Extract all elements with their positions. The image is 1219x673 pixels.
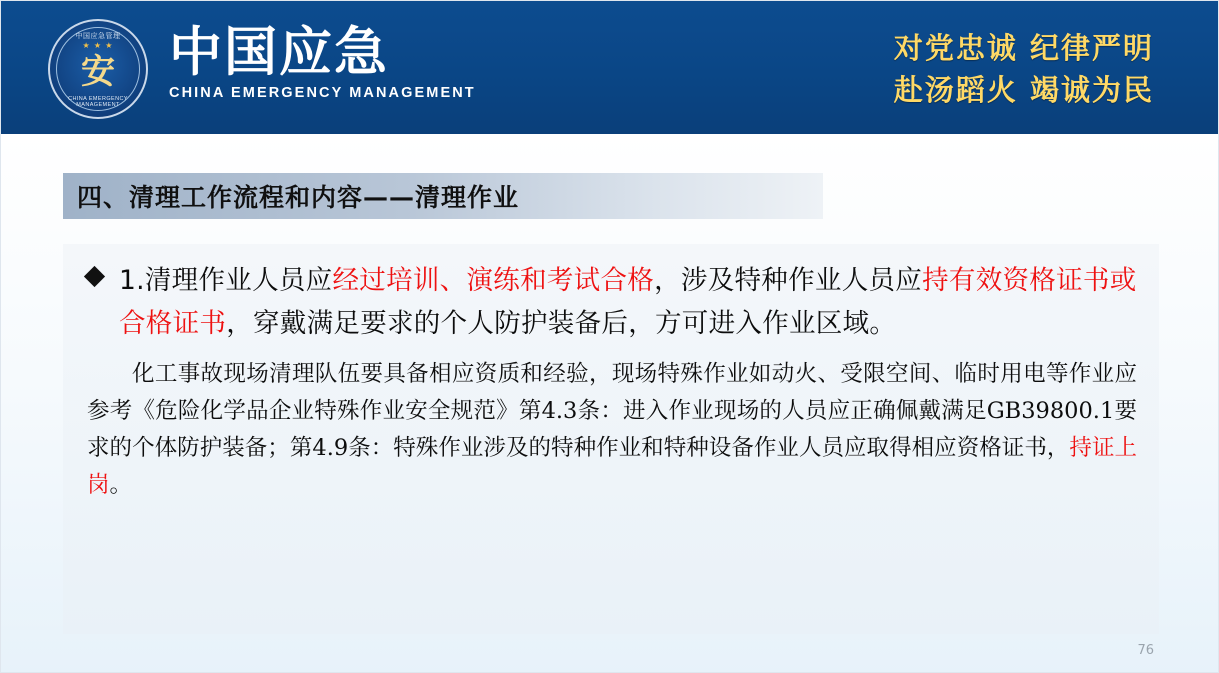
emblem-center-glyph: 安 bbox=[81, 52, 115, 92]
slogan-line-2: 赴汤蹈火 竭诚为民 bbox=[893, 73, 1154, 108]
brand-title-en: CHINA EMERGENCY MANAGEMENT bbox=[169, 84, 476, 101]
emblem-icon bbox=[48, 19, 148, 119]
brand-title-cn: 中国应急 bbox=[169, 22, 389, 83]
bullet-text-part-1: 1.清理作业人员应 bbox=[119, 265, 333, 296]
diamond-bullet-icon bbox=[84, 266, 105, 287]
emblem-stars: ★ ★ ★ bbox=[82, 41, 114, 50]
bullet-text-highlight-1: 经过培训、演练和考试合格 bbox=[332, 265, 655, 296]
bullet-text-part-3: ，穿戴满足要求的个人防护装备后，方可进入作业区域。 bbox=[226, 307, 897, 339]
emblem-arc-bottom-label: CHINA EMERGENCY MANAGEMENT bbox=[68, 96, 128, 108]
sub-paragraph-highlight: 持证上岗 bbox=[87, 434, 1137, 498]
brand-block bbox=[169, 22, 476, 101]
slogan-block bbox=[894, 27, 1154, 111]
slide-body bbox=[1, 134, 1219, 673]
section-title-text: 四、清理工作流程和内容——清理作业 bbox=[77, 183, 520, 212]
sub-paragraph-part-2: 。 bbox=[109, 471, 133, 498]
header-banner bbox=[1, 1, 1219, 134]
bullet-text-highlight-2: 持有效资格证书或合格证书 bbox=[119, 265, 1137, 339]
sub-paragraph-part-1: 化工事故现场清理队伍要具备相应资质和经验，现场特殊作业如动火、受限空间、临时用电等作业应参考《危险化学品企业特殊作业安全规范》第4.3条：进入作业现场的人员应正确佩戴满足GB39800.1要求的个体防护装备；第4.9条：特殊作业涉及的特种作业和特种设备作业人员应取得相应资格证书， bbox=[87, 360, 1137, 461]
slogan-line-1: 对党忠诚 纪律严明 bbox=[893, 31, 1154, 65]
page-number: 76 bbox=[1137, 643, 1154, 658]
bullet-text-part-2: ，涉及特种作业人员应 bbox=[654, 265, 923, 296]
section-title-bar bbox=[63, 173, 823, 219]
bullet-paragraph bbox=[73, 260, 1149, 346]
emblem-arc-top-label: 中国应急管理 bbox=[75, 33, 121, 40]
content-box bbox=[63, 244, 1159, 634]
sub-paragraph bbox=[73, 356, 1149, 504]
